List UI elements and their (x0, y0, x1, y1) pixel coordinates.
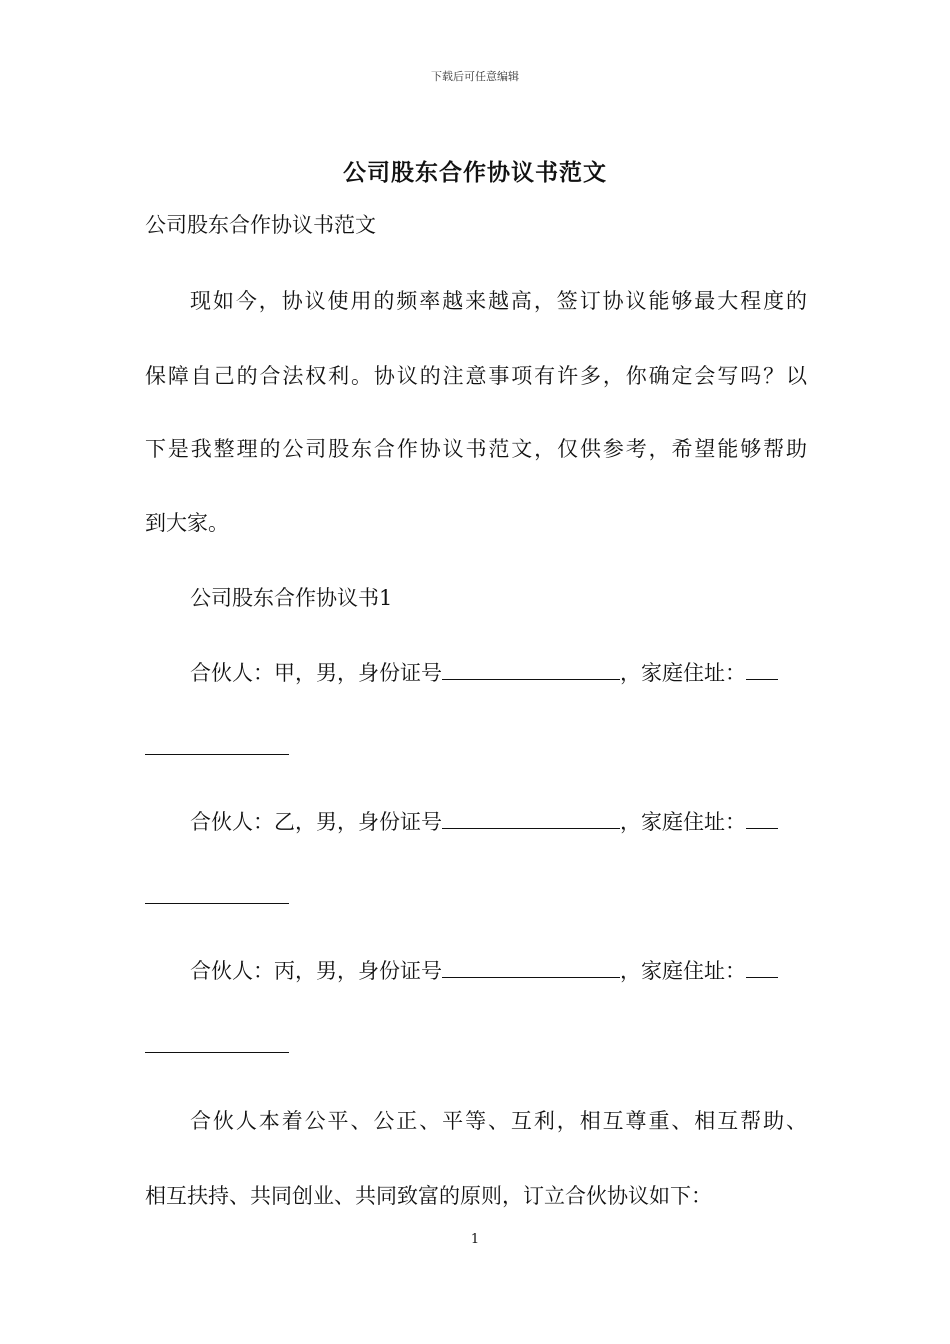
address-blank-1b (145, 734, 289, 755)
intro-line-3: 下是我整理的公司股东合作协议书范文，仅供参考，希望能够帮助 (145, 437, 807, 461)
partner-2-prefix: 合伙人：乙，男，身份证号 (190, 810, 442, 834)
id-number-blank-1 (442, 659, 620, 680)
partner-line-2 (190, 807, 807, 837)
address-blank-3a (746, 957, 778, 978)
address-blank-2a (746, 808, 778, 829)
principle-line-2: 相互扶持、共同创业、共同致富的原则，订立合伙协议如下： (145, 1184, 712, 1208)
address-blank-1a (746, 659, 778, 680)
address-blank-3b (145, 1032, 289, 1053)
document-title: 公司股东合作协议书范文 (343, 159, 607, 186)
partner-3-prefix: 合伙人：丙，男，身份证号 (190, 959, 442, 983)
partner-2-address-label: ，家庭住址： (620, 810, 746, 834)
partner-line-1 (190, 658, 807, 688)
intro-line-2: 保障自己的合法权利。协议的注意事项有许多，你确定会写吗？以 (145, 364, 807, 388)
address-blank-2b (145, 883, 289, 904)
address-continuation-3 (145, 1031, 807, 1061)
section-heading: 公司股东合作协议书1 (190, 586, 393, 610)
partner-1-address-label: ，家庭住址： (620, 661, 746, 685)
address-continuation-1 (145, 733, 807, 763)
partner-1-prefix: 合伙人：甲，男，身份证号 (190, 661, 442, 685)
intro-line-4: 到大家。 (145, 511, 229, 535)
partner-line-3 (190, 956, 807, 986)
partner-3-address-label: ，家庭住址： (620, 959, 746, 983)
intro-line-1: 现如今，协议使用的频率越来越高，签订协议能够最大程度的 (190, 289, 807, 313)
address-continuation-2 (145, 882, 807, 912)
document-subtitle: 公司股东合作协议书范文 (145, 213, 376, 237)
id-number-blank-2 (442, 808, 620, 829)
page-number: 1 (470, 1232, 480, 1247)
principle-line-1: 合伙人本着公平、公正、平等、互利，相互尊重、相互帮助、 (190, 1109, 807, 1133)
id-number-blank-3 (442, 957, 620, 978)
header-note: 下载后可任意编辑 (431, 70, 519, 83)
